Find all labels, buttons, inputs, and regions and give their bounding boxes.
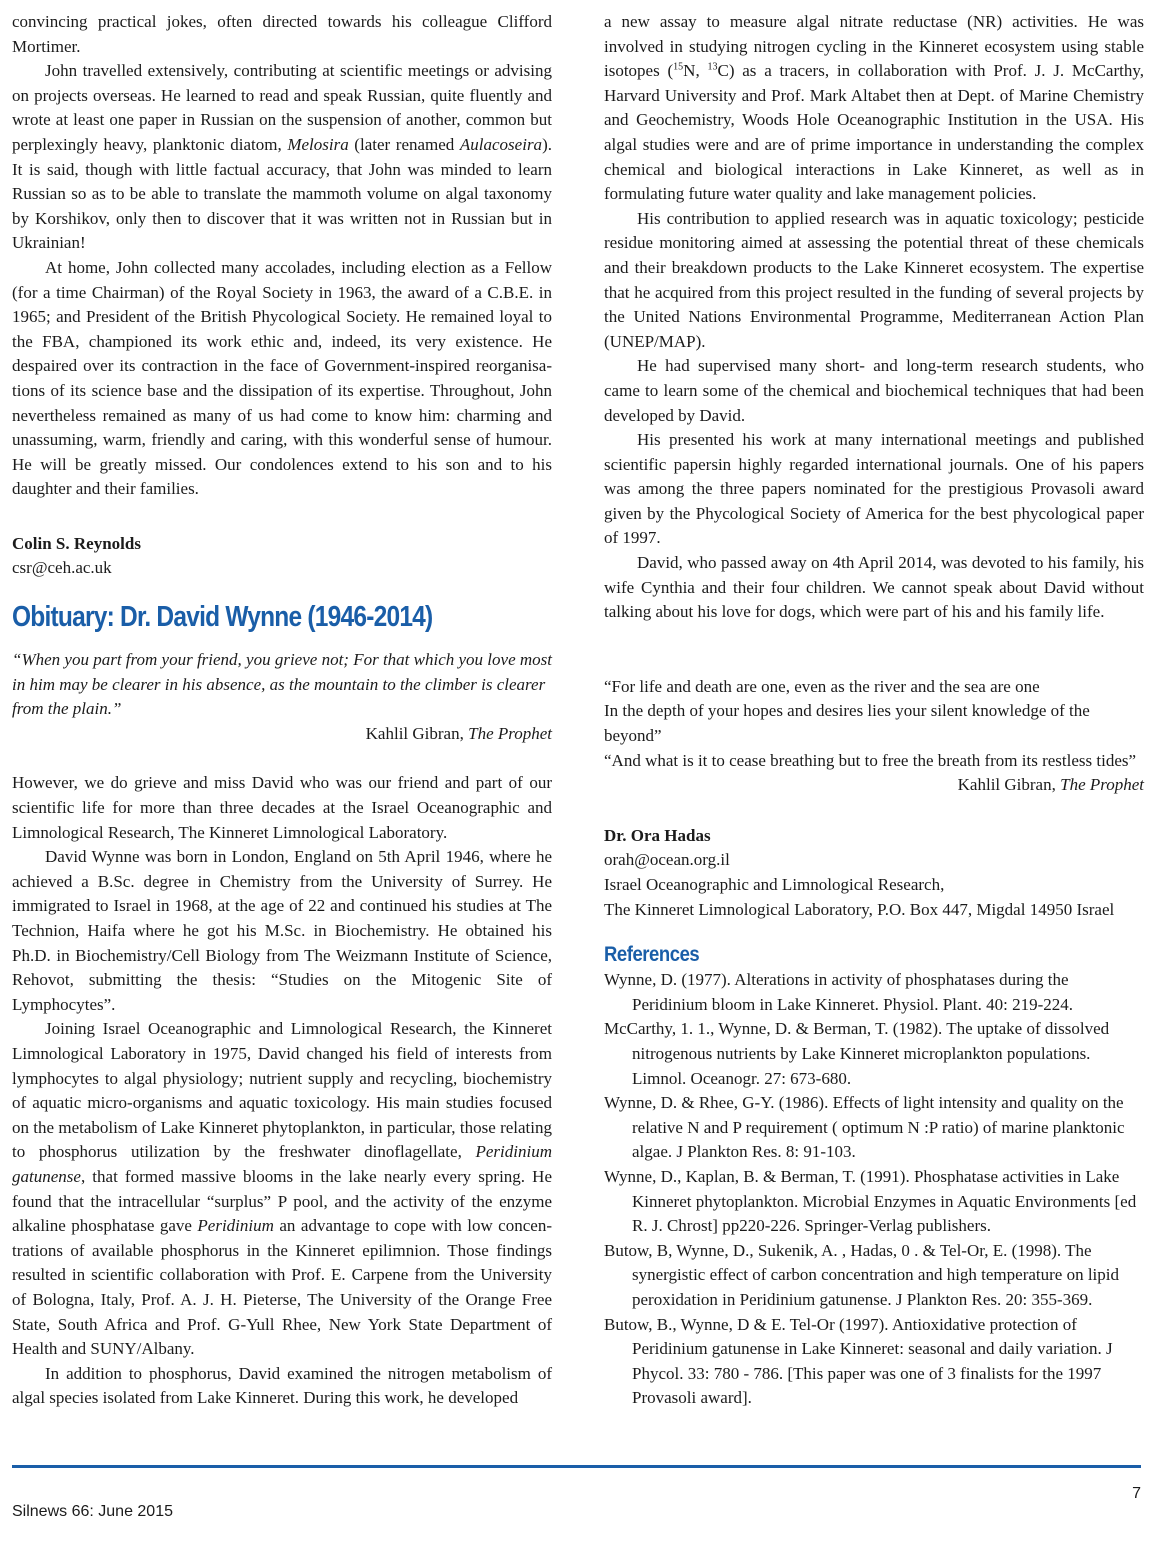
author-email: orah@ocean.org.il [604, 850, 730, 870]
reference-item: Butow, B, Wynne, D., Sukenik, A. , Hadas, 0 . & Tel-Or, E. (1998). The synergistic effect of carbon concentration and high temperature on lipid peroxidation in Peridinium gatunense. J Plankton Res. 20: 355-369. [604, 1240, 1120, 1309]
left-column [12, 10, 552, 1411]
quote-line: “And what is it to cease breathing but to free the breath from its restless tides” [604, 750, 1137, 770]
paragraph: However, we do grieve and miss David who was our friend and part of our scientific life for more than three decades at the Israel Oceanographic and Limnological Research, The Kinneret Limnological Laboratory. [12, 773, 552, 842]
quote-attribution: Kahlil Gibran, The Prophet [957, 775, 1144, 795]
author-email: csr@ceh.ac.uk [12, 558, 112, 578]
reference-item: Wynne, D. & Rhee, G-Y. (1986). Effects of light intensity and quality on the relative N and P requirement ( optimum N :P ratio) of marine planktonic algae. J Plankton Res. 8: 91-103. [604, 1093, 1125, 1162]
paragraph: John travelled extensively, contributing at scientific meetings or advising on projects overseas. He learned to read and speak Russian, quite fluently and wrote at least one paper in Russian on the suspension of another, common but perplexingly heavy, planktonic diatom, Melosira (later renamed Aulacoseira). It is said, though with little factual accuracy, that John was minded to learn Russian so as to be able to translate the mammoth volume on algal taxonomy by Korshikov, only then to discover that it was written not in Russian but in Ukrainian! [12, 61, 552, 253]
paragraph: convincing practical jokes, often directed towards his colleague Clifford Mortimer. [12, 12, 552, 56]
references-title: References [604, 943, 700, 967]
author-name: Colin S. Reynolds [12, 533, 141, 553]
epigraph: “When you part from your friend, you grieve not; For that which you love most in him may be clearer in his absence, as the mountain to the climber is clearer from the plain.” [12, 650, 552, 719]
reference-item: McCarthy, 1. 1., Wynne, D. & Berman, T. (1982). The uptake of dissolved nitrogenous nutrients by Lake Kinneret microplankton populations. Limnol. Oceanogr. 27: 673-680. [604, 1019, 1110, 1088]
obituary-title: Obituary: Dr. David Wynne (1946-2014) [12, 601, 433, 634]
epigraph-attribution: Kahlil Gibran, The Prophet [365, 723, 552, 743]
author-affiliation: Israel Oceanographic and Limnological Research, [604, 875, 945, 894]
paragraph: David, who passed away on 4th April 2014, was devoted to his family, his wife Cynthia and their four children. We cannot speak about David without talking about his love for dogs, which were part of his and his family life. [604, 553, 1144, 622]
footer-rule [12, 1465, 1141, 1468]
quote-line: In the depth of your hopes and desires lies your silent knowledge of the beyond” [604, 701, 1090, 746]
author-address: The Kinneret Limnological Laboratory, P.O. Box 447, Migdal 14950 Israel [604, 899, 1115, 919]
paragraph: At home, John collected many accolades, including election as a Fellow (for a time Chairman) of the Royal Society in 1963, the award of a C.B.E. in 1965; and President of the British Phycological Society. He remained loyal to the FBA, championed its work ethic and, indeed, its very existence. He despaired over its contraction in the face of Government-inspired reorganisations of its science base and the dissipation of its expertise. Throughout, John nevertheless remained as many of us had come to know him: charming and unassuming, warm, friendly and caring, with this wonderful sense of humour. He will be greatly missed. Our condolences extend to his son and to his daughter and their families. [12, 257, 552, 499]
reference-item: Wynne, D. (1977). Alterations in activity of phosphatases during the Peridinium bloom in Lake Kinneret. Physiol. Plant. 40: 219-224. [604, 970, 1074, 1014]
paragraph: In addition to phosphorus, David examined the nitrogen metabolism of algal species isolated from Lake Kinneret. During this work, he developed [12, 1363, 552, 1408]
quote-line: “For life and death are one, even as the river and the sea are one [604, 676, 1040, 696]
paragraph: His presented his work at many international meetings and published scientific papersin highly regarded international journals. One of his papers was among the three papers nominated for the prestigious Provasoli award given by the Phycological Society of America for the best phycological paper of 1997. [604, 430, 1144, 548]
closing-quote [604, 675, 1144, 773]
publication-footer: Silnews 66: June 2015 [12, 1503, 173, 1520]
author-name: Dr. Ora Hadas [604, 825, 711, 845]
paragraph: He had supervised many short- and long-term research students, who came to learn some of the chemical and biochemical techniques that had been developed by David. [604, 356, 1144, 425]
paragraph: David Wynne was born in London, England on 5th April 1946, where he achieved a B.Sc. degree in Chemistry from the University of Surrey. He immigrated to Israel in 1968, at the age of 22 and continued his studies at The Technion, Haifa where he got his M.Sc. in Biochemistry. He obtained his Ph.D. in Biochemistry/Cell Biology from The Weizmann Institute of Science, Rehovot, submitting the thesis: “Studies on the Mitogenic Site of Lymphocytes”. [12, 847, 552, 1014]
paragraph: His contribution to applied research was in aquatic toxicology; pesticide residue monitoring aimed at assessing the potential threat of these chemicals and their breakdown products to the Lake Kinneret ecosystem. The expertise that he acquired from this project resulted in the funding of several projects by the United Nations Environmental Programme, Mediterranean Action Plan (UNEP/MAP). [604, 208, 1144, 351]
paragraph: a new assay to measure algal nitrate reductase (NR) activities. He was involved in studying nitrogen cycling in the Kinneret ecosystem using stable isotopes ($^{15}$N, $^{13}$C) as a tracers, in collaboration with Prof. J. J. McCarthy, Harvard University and Prof. Mark Altabet then at Dept. of Marine Chemistry and Geochemistry, Woods Hole Oceanographic Institution in the USA. His algal studies were and are of prime importance in understanding the complex chemical and biological interactions in Lake Kinneret, as well as in formulating future water quality and lake management policies. [604, 12, 1144, 204]
reference-item: Butow, B., Wynne, D & E. Tel-Or (1997). Antioxidative protection of Peridinium gatunense in Lake Kinneret: seasonal and daily variation. J Phycol. 33: 780 - 786. [This paper was one of 3 finalists for the 1997 Provasoli award]. [604, 1314, 1113, 1408]
page-number: 7 [1132, 1485, 1141, 1502]
reference-item: Wynne, D., Kaplan, B. & Berman, T. (1991). Phosphatase activities in Lake Kinneret phytoplankton. Microbial Enzymes in Aquatic Environments [ed R. J. Chrost] pp220-226. Springer-Verlag publishers. [604, 1166, 1137, 1236]
references-list [604, 968, 1144, 1411]
paragraph: Joining Israel Oceanographic and Limnological Research, the Kinneret Limnological Laboratory in 1975, David changed his field of interests from lymphocytes to algal physiology; nutrient supply and recycling, biochemistry of aquatic micro-organisms and aquatic toxicology. His main studies focused on the metabolism of Lake Kinneret phytoplankton, in particular, those relating to phosphorus utilization by the freshwater dinoflagellate, Peridinium gatunense, that formed massive blooms in the lake nearly every spring. He found that the intracellular “surplus” P pool, and the activity of the enzyme alkaline phosphatase gave Peridinium an advantage to cope with low concentrations of available phosphorus in the Kinneret epilimnion. Those findings resulted in scientific collaboration with Prof. E. Carpene from the University of Bologna, Italy, Prof. A. J. H. Pieterse, The University of the Orange Free State, South Africa and Prof. G-Yull Rhee, New York State Department of Health and SUNY/Albany. [12, 1019, 552, 1359]
right-column [604, 10, 1144, 1411]
